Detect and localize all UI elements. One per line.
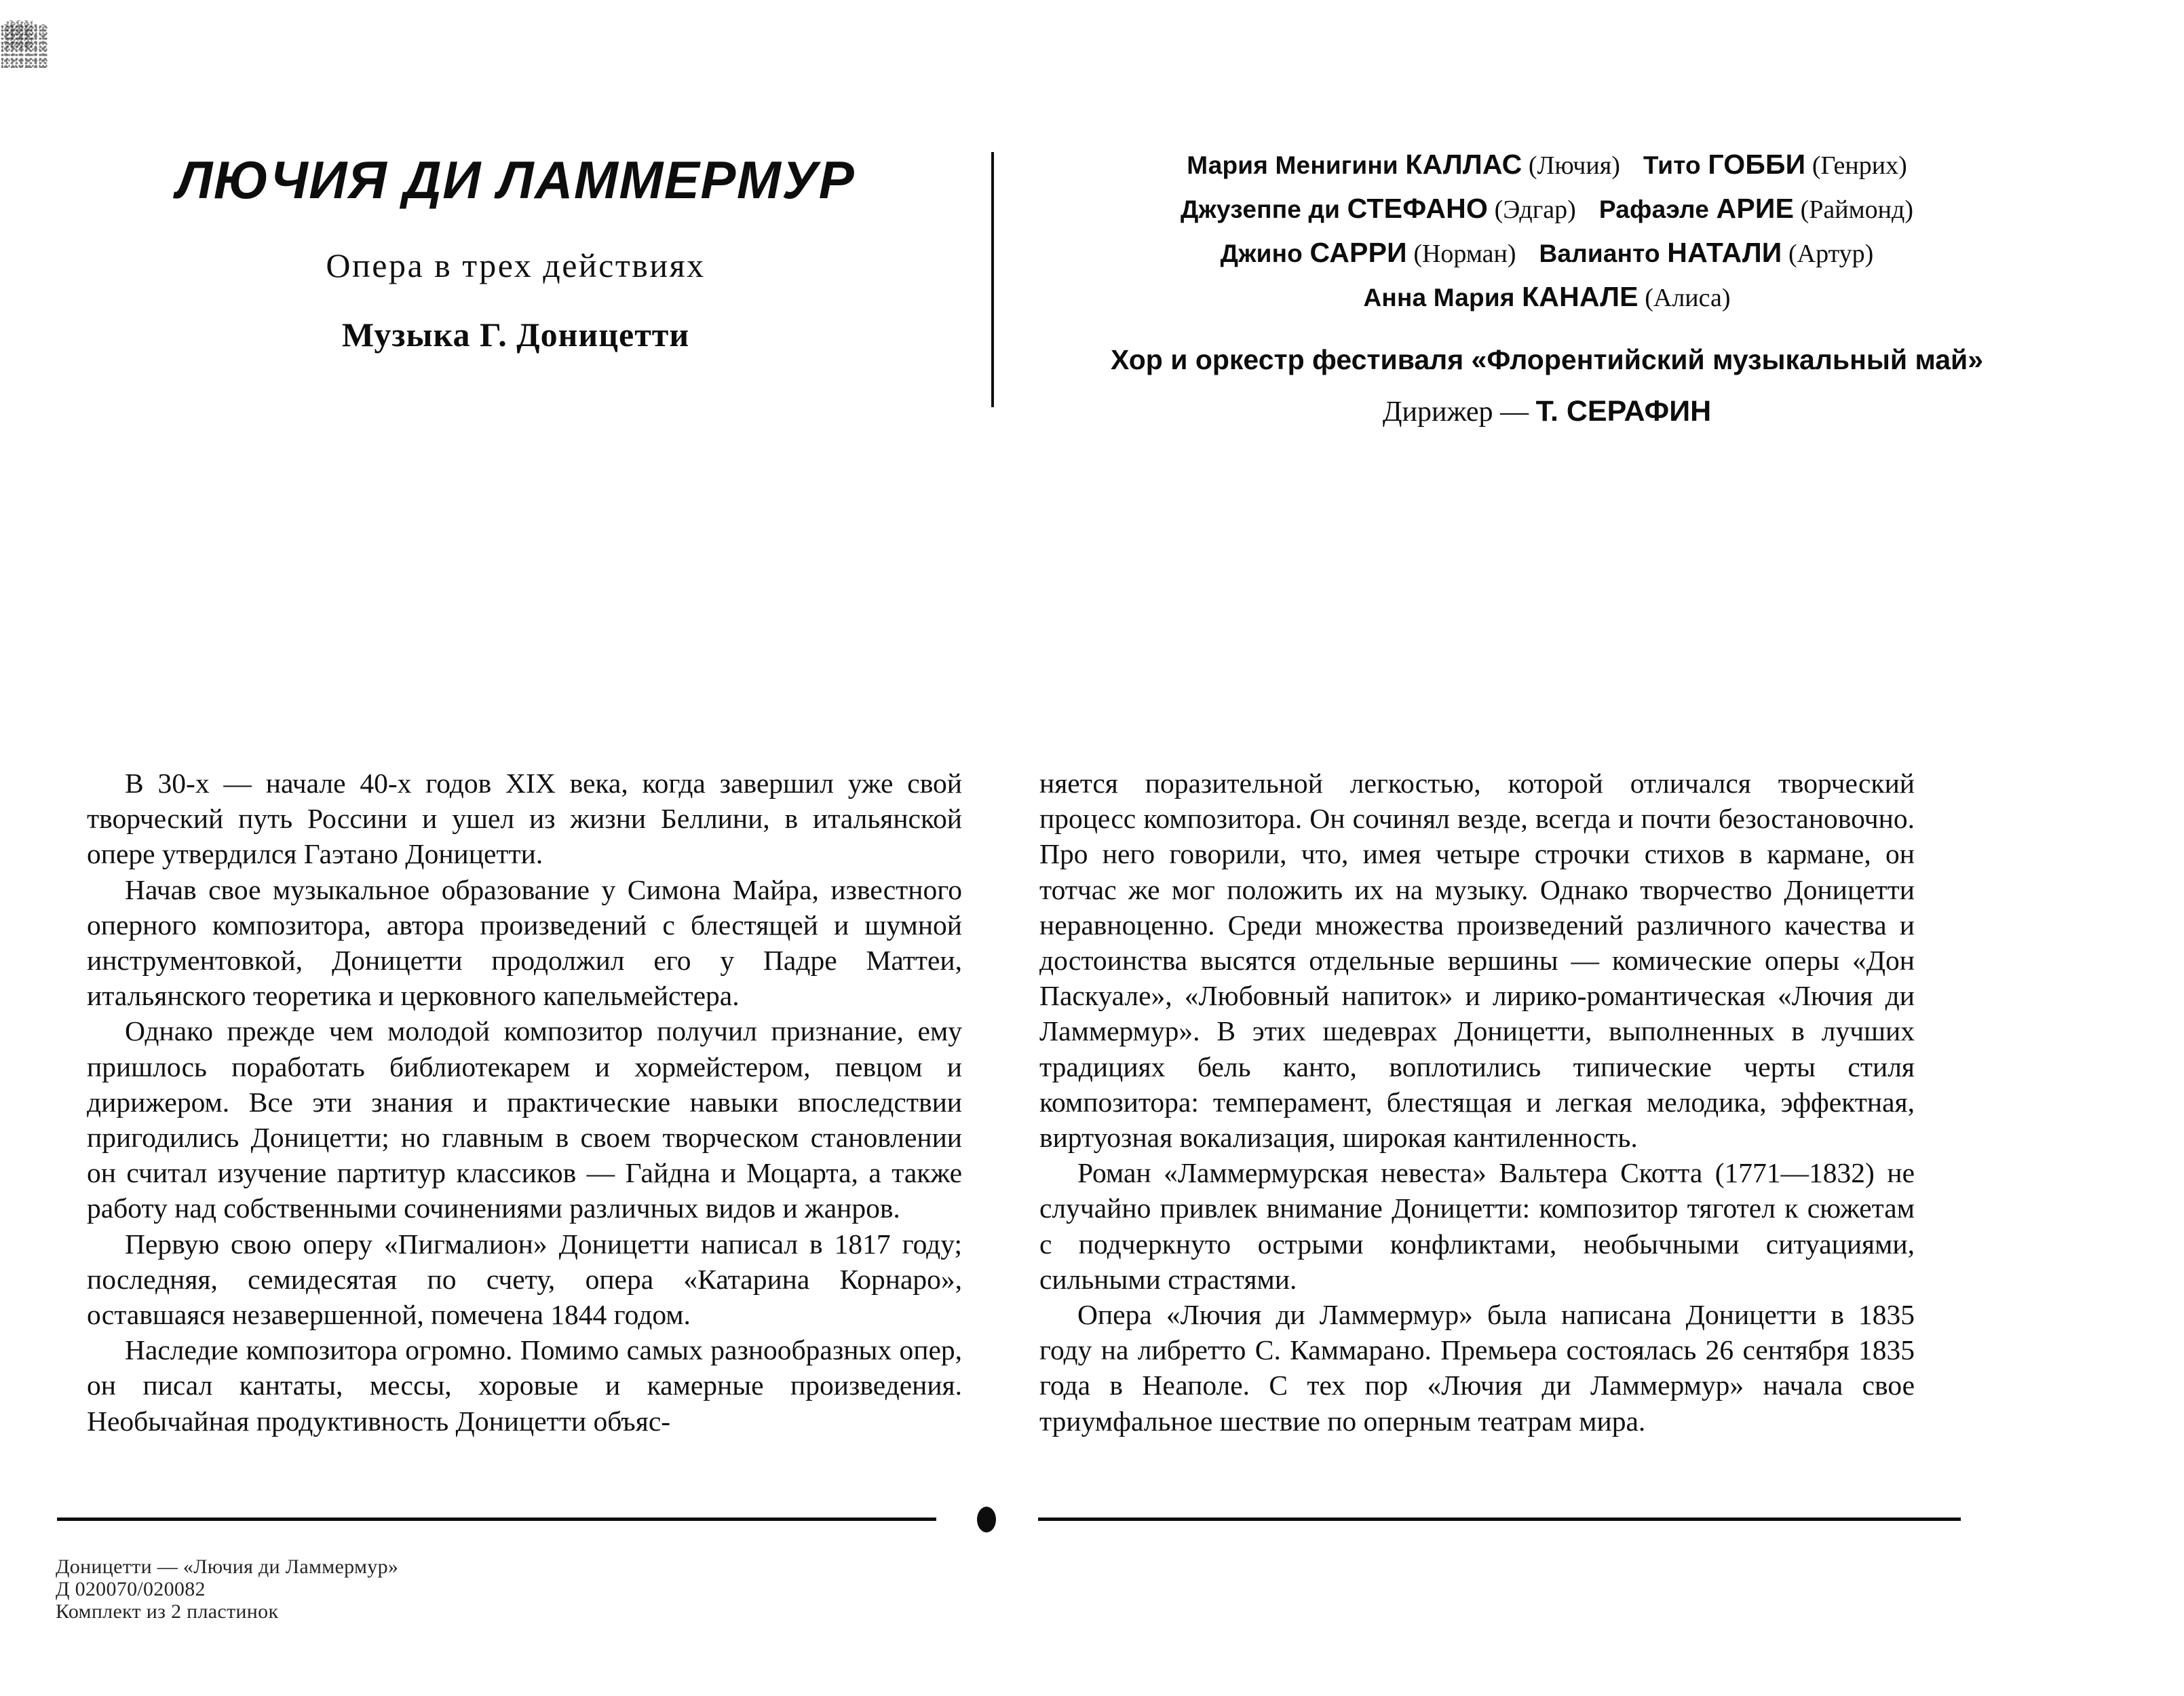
ensemble-credit: Хор и оркестр фестиваля «Флорентийский музыкальный май» (1110, 344, 1984, 375)
performer-role: (Алиса) (1638, 284, 1731, 312)
conductor-label: Дирижер — (1382, 396, 1536, 428)
paragraph: Начав свое музыкальное образование у Симона Майра, известного оперного композитора, автора произведений с блестящей и шумной инструментовкой, Доницетти продолжил его у Падре Маттеи, итальянского теоретика и церковного капельмейстера. (87, 873, 962, 1012)
cast-line (1018, 133, 2076, 178)
performer-surname: КАЛЛАС (1405, 149, 1522, 180)
performer-given-name: Рафаэле (1598, 195, 1717, 223)
paragraph: Наследие композитора огромно. Помимо самых разнообразных опер, он писал кантаты, мессы, хоровые и камерные произведения. Необычайная продуктивность Доницетти объяс- (87, 1334, 962, 1437)
paragraph: няется поразительной легкостью, которой отличался творческий процесс композитора. Он сочинял везде, всегда и почти безостановочно. Про него говорили, что, имея четыре строчки стихов в кармане, он тотчас же мог положить их на музыку. Однако творчество Доницетти неравноценно. Среди множества произведений различного качества и достоинства высятся отдельные вершины — комические оперы «Дон Паскуале», «Любовный напиток» и лирико-романтическая «Лючия ди Ламмермур». В этих шедеврах Доницетти, выполненных в лучших традициях бель канто, воплотились типические черты стиля композитора: темперамент, блестящая и легкая мелодика, эффектная, виртуозная вокализация, широкая кантиленность. (1039, 768, 1915, 1154)
cast-line (1018, 178, 2076, 223)
performer-role: (Лючия) (1522, 151, 1620, 180)
performer-surname: СТЕФАНО (1347, 193, 1489, 224)
performer-surname: ГОББИ (1708, 149, 1806, 180)
performer-role: (Раймонд) (1794, 195, 1913, 224)
divider-rule-right (1038, 1518, 1961, 1521)
cast-block (1018, 133, 2076, 426)
header-vertical-divider (991, 152, 994, 407)
text-column-left (87, 766, 962, 1439)
page-title: ЛЮЧИЯ ДИ ЛАММЕРМУР (176, 150, 856, 210)
composer-credit: Музыка Г. Доницетти (341, 316, 690, 354)
performer-surname: НАТАЛИ (1667, 237, 1782, 268)
paragraph: В 30-х — начале 40-х годов XIX века, когда завершил уже свой творческий путь Россини и ушел из жизни Беллини, в итальянской опере утвердился Гаэтано Доницетти. (87, 768, 962, 870)
performer-role: (Артур) (1782, 240, 1874, 268)
footer-imprint (56, 1556, 1005, 1623)
performer-surname: КАНАЛЕ (1522, 281, 1639, 312)
cast-line (1018, 267, 2076, 311)
opera-subtitle: Опера в трех действиях (326, 246, 706, 284)
performer-given-name: Тито (1643, 151, 1708, 179)
performer-surname: АРИЕ (1716, 193, 1795, 224)
divider-dot-ornament-icon (977, 1507, 996, 1532)
footer-divider (0, 1505, 2184, 1532)
divider-rule-left (57, 1518, 936, 1521)
conductor-credit (1018, 374, 2076, 426)
footer-work-title: Доницетти — «Лючия ди Ламмермур» (56, 1556, 399, 1578)
conductor-name: Т. СЕРАФИН (1535, 395, 1712, 428)
article-body (0, 766, 2184, 1437)
title-block (81, 133, 950, 352)
header-block (0, 133, 2184, 428)
performer-given-name: Мария Менигини (1187, 151, 1406, 179)
cast-line (1018, 223, 2076, 267)
footer-catalog-number: Д 020070/020082 (56, 1578, 206, 1600)
paragraph: Роман «Ламмермурская невеста» Вальтера Скотта (1771—1832) не случайно привлек внимание Доницетти: композитор тяготел к сюжетам с подчеркнуто острыми конфликтами, необычными ситуациями, сильными страстями. (1039, 1157, 1915, 1295)
text-column-right (1039, 766, 1915, 1439)
performer-role: (Эдгар) (1488, 195, 1576, 224)
performer-role: (Норман) (1406, 240, 1516, 268)
performer-given-name: Джузеппе ди (1180, 195, 1347, 223)
scan-speckle-artifact-2 (5, 20, 33, 48)
performer-given-name: Джино (1220, 240, 1310, 267)
footer-set-description: Комплект из 2 пластинок (56, 1600, 279, 1623)
paragraph: Однако прежде чем молодой композитор получил признание, ему пришлось поработать библиотекарем и хормейстером, певцом и дирижером. Все эти знания и практические навыки впоследствии пригодились Доницетти; но главным в своем творческом становлении он считал изучение партитур классиков — Гайдна и Моцарта, а также работу над собственными сочинениями различных видов и жанров. (87, 1015, 962, 1224)
performer-surname: САРРИ (1309, 237, 1407, 268)
paragraph: Опера «Лючия ди Ламмермур» была написана Доницетти в 1835 году на либретто С. Каммарано. Премьера состоялась 26 сентября 1835 года в Неаполе. С тех пор «Лючия ди Ламмермур» начала свое триумфальное шествие по оперным театрам мира. (1039, 1299, 1915, 1437)
performer-role: (Генрих) (1805, 151, 1907, 180)
performer-given-name: Анна Мария (1363, 284, 1522, 312)
paragraph: Первую свою оперу «Пигмалион» Доницетти написал в 1817 году; последняя, семидесятая по счету, опера «Катарина Корнаро», оставшаяся незавершенной, помечена 1844 годом. (87, 1228, 962, 1331)
performer-given-name: Валианто (1539, 240, 1668, 267)
